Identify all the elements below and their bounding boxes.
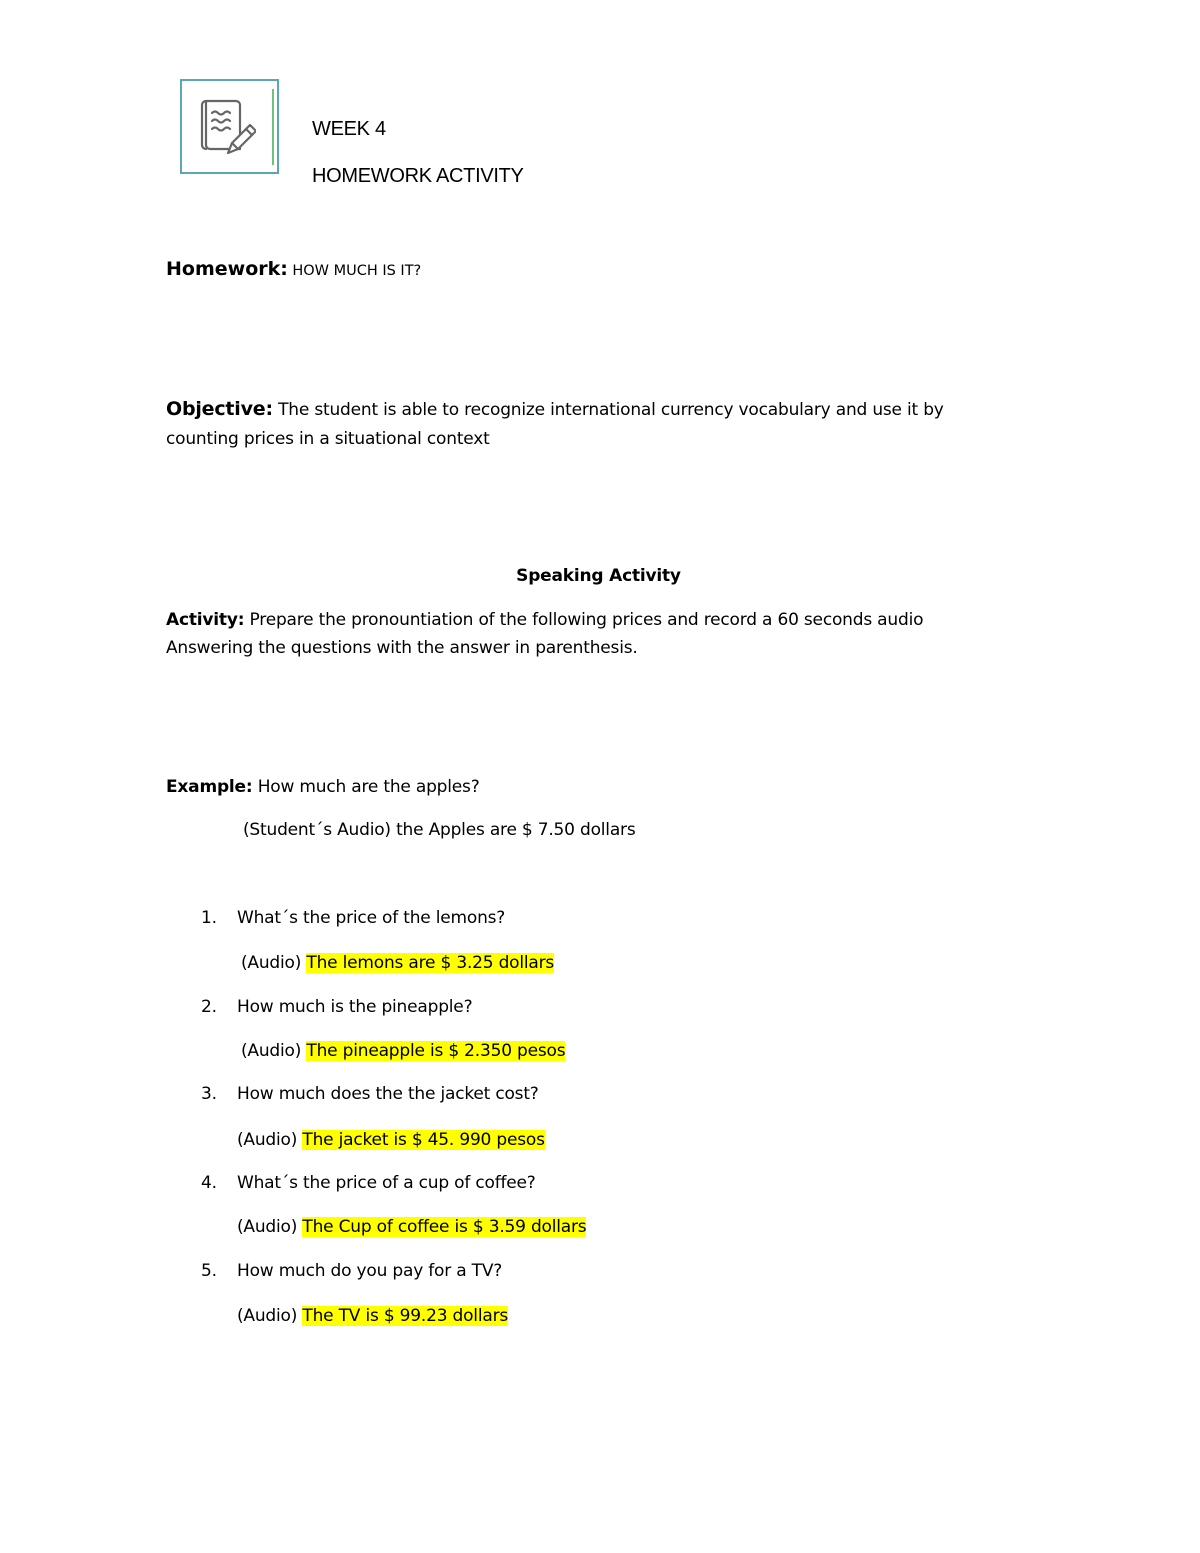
highlighted-answer: The lemons are $ 3.25 dollars	[306, 953, 555, 973]
question-text: How much do you pay for a TV?	[237, 1261, 503, 1281]
answer-line	[237, 1130, 545, 1150]
notes-pencil-icon	[198, 95, 256, 161]
audio-label: (Audio)	[241, 953, 302, 973]
icon-accent-line	[272, 89, 274, 165]
homework-title: HOW MUCH IS IT?	[292, 263, 422, 279]
section-title: Speaking Activity	[516, 566, 681, 586]
question-text: What´s the price of the lemons?	[237, 908, 506, 928]
list-item	[201, 908, 505, 928]
question-text: How much does the the jacket cost?	[237, 1084, 539, 1104]
activity-text-1: Prepare the pronountiation of the following prices and record a 60 seconds audio	[249, 610, 924, 630]
answer-line	[241, 1041, 565, 1061]
objective-text-1: The student is able to recognize international currency vocabulary and use it by	[278, 400, 944, 420]
week-label: WEEK 4	[312, 118, 386, 140]
example-line	[166, 777, 480, 797]
audio-label: (Audio)	[237, 1217, 298, 1237]
question-number: 5.	[201, 1261, 217, 1281]
audio-label: (Audio)	[241, 1041, 302, 1061]
objective-line-1	[166, 398, 944, 420]
highlighted-answer: The Cup of coffee is $ 3.59 dollars	[302, 1217, 587, 1237]
highlighted-answer: The TV is $ 99.23 dollars	[302, 1306, 509, 1326]
answer-line	[241, 953, 554, 973]
example-answer: (Student´s Audio) the Apples are $ 7.50 dollars	[243, 820, 636, 840]
highlighted-answer: The jacket is $ 45. 990 pesos	[302, 1130, 545, 1150]
document-pencil-icon	[180, 79, 279, 174]
question-number: 4.	[201, 1173, 217, 1193]
question-text: How much is the pineapple?	[237, 997, 473, 1017]
question-number: 3.	[201, 1084, 217, 1104]
example-label: Example:	[166, 777, 253, 797]
question-text: What´s the price of a cup of coffee?	[237, 1173, 536, 1193]
list-item	[201, 1173, 536, 1193]
list-item	[201, 1261, 502, 1281]
answer-line	[237, 1217, 586, 1237]
homework-line	[166, 258, 421, 280]
question-number: 1.	[201, 908, 217, 928]
list-item	[201, 997, 472, 1017]
list-item	[201, 1084, 539, 1104]
highlighted-answer: The pineapple is $ 2.350 pesos	[306, 1041, 566, 1061]
homework-activity-label: HOMEWORK ACTIVITY	[312, 165, 524, 187]
activity-line-1	[166, 610, 923, 630]
audio-label: (Audio)	[237, 1130, 298, 1150]
audio-label: (Audio)	[237, 1306, 298, 1326]
question-number: 2.	[201, 997, 217, 1017]
answer-line	[237, 1306, 508, 1326]
activity-label: Activity:	[166, 610, 245, 630]
example-question: How much are the apples?	[257, 777, 480, 797]
objective-label: Objective:	[166, 398, 273, 420]
homework-label: Homework:	[166, 258, 288, 280]
activity-text-2: Answering the questions with the answer in parenthesis.	[166, 638, 638, 658]
objective-text-2: counting prices in a situational context	[166, 429, 490, 449]
